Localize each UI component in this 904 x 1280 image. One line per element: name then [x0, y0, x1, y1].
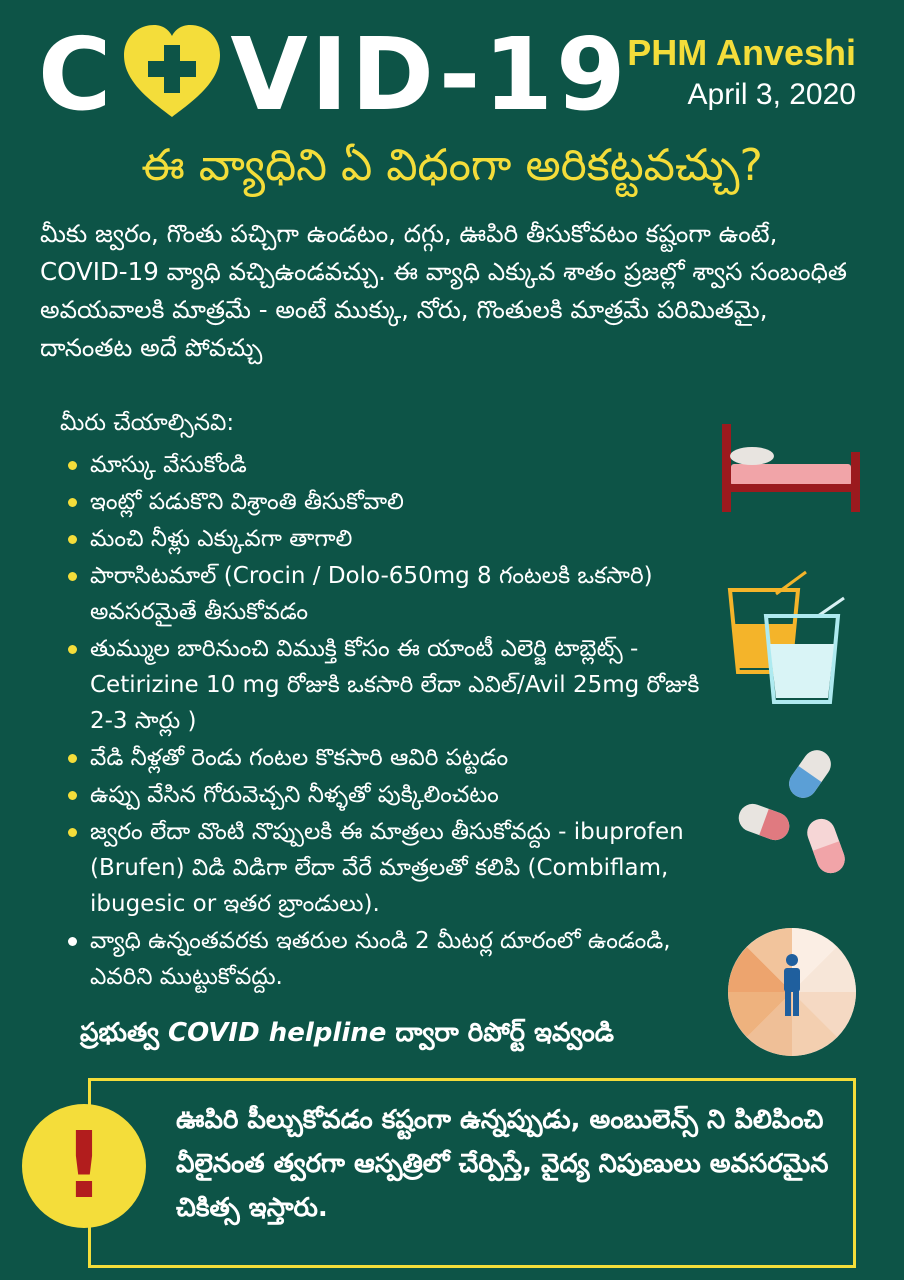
bullet-icon — [68, 828, 77, 837]
logo-title-suffix: VID-19 — [230, 16, 629, 133]
warning-text: ఊపిరి పీల్చుకోవడం కష్టంగా ఉన్నప్పుడు, అంబులెన్స్ ని పిలిపించి వీలైనంత త్వరగా ఆస్పత్రిలో చేర్పిస్తే, వైద్య నిపుణులు అవసరమైన చికిత్స ఇస్తారు. — [176, 1105, 829, 1223]
list-item — [60, 740, 700, 776]
list-item — [60, 447, 700, 483]
heart-plus-icon — [118, 21, 226, 121]
logo-title — [38, 16, 629, 133]
list-item — [60, 558, 700, 630]
drinks-icon — [722, 568, 852, 708]
helpline-prefix: ప్రభుత్వ — [80, 1018, 169, 1048]
list-item — [60, 521, 700, 557]
list-item-text: తుమ్ముల బారినుంచి విముక్తి కోసం ఈ యాంటీ ఎలెర్జి టాబ్లెట్స్ - Cetirizine 10 mg రోజుకి ఒకసారి లేదా ఎవిల్/Avil 25mg రోజుకి 2-3 సార్లు ) — [90, 636, 700, 734]
pills-icon — [730, 746, 860, 882]
publish-date: April 3, 2020 — [687, 78, 856, 111]
list-item-text: పారాసిటమాల్ (Crocin / Dolo-650mg 8 గంటలకి ఒకసారి) అవసరమైతే తీసుకోవడం — [90, 563, 653, 625]
bullet-icon — [68, 572, 77, 581]
bullet-icon — [68, 461, 77, 470]
bullet-icon — [68, 791, 77, 800]
list-item — [60, 484, 700, 520]
social-distance-icon — [726, 926, 858, 1058]
list-item — [60, 777, 700, 813]
bullet-icon — [68, 645, 77, 654]
todo-list — [60, 447, 700, 996]
list-item-text: వేడి నీళ్లతో రెండు గంటల కొకసారి ఆవిరి పట్టడం — [90, 745, 509, 771]
list-item-text: వ్యాధి ఉన్నంతవరకు ఇతరుల నుండి 2 మీటర్ల దూరంలో ఉండండి, ఎవరిని ముట్టుకోవద్దు. — [90, 928, 671, 990]
todo-label: మీరు చేయాల్సినవి: — [60, 410, 235, 436]
list-item — [60, 923, 700, 995]
intro-paragraph: మీకు జ్వరం, గొంతు పచ్చిగా ఉండటం, దగ్గు, ఊపిరి తీసుకోవటం కష్టంగా ఉంటే, COVID-19 వ్యాధి వచ్చిఉండవచ్చు. ఈ వ్యాధి ఎక్కువ శాతం ప్రజల్లో శ్వాస సంబంధిత అవయవాలకి మాత్రమే - అంటే ముక్కు, నోరు, గొంతులకి మాత్రమే పరిమితమై, దానంతట అదే పోవచ్చు — [40, 219, 847, 362]
list-item-text: ఇంట్లో పడుకొని విశ్రాంతి తీసుకోవాలి — [90, 489, 404, 515]
helpline-suffix: ద్వారా రిపోర్ట్ ఇవ్వండి — [386, 1018, 615, 1048]
bullet-icon — [68, 754, 77, 763]
bullet-icon — [68, 937, 77, 946]
list-item-text: మంచి నీళ్లు ఎక్కువగా తాగాలి — [90, 526, 353, 552]
bed-icon — [718, 420, 864, 516]
exclamation-icon: ! — [63, 1112, 105, 1219]
bullet-icon — [68, 498, 77, 507]
helpline-note — [80, 1018, 614, 1054]
logo-title-prefix: C — [38, 16, 115, 133]
list-item — [60, 631, 700, 739]
page-heading: ఈ వ్యాధిని ఏ విధంగా అరికట్టవచ్చు? — [141, 140, 763, 191]
org-name: PHM Anveshi — [627, 32, 856, 73]
list-item — [60, 814, 700, 922]
helpline-emphasis: COVID helpline — [168, 1018, 387, 1048]
list-item-text: జ్వరం లేదా వొంటి నొప్పులకి ఈ మాత్రలు తీసుకోవద్దు - ibuprofen (Brufen) విడి విడిగా లేదా వేరే మాత్రలతో కలిపి (Combiflam, ibugesic or ఇతర బ్రాండులు). — [90, 819, 684, 917]
bullet-icon — [68, 535, 77, 544]
list-item-text: మాస్కు వేసుకోండి — [90, 452, 247, 478]
list-item-text: ఉప్పు వేసిన గోరువెచ్చని నీళ్ళతో పుక్కిలించటం — [90, 782, 499, 808]
